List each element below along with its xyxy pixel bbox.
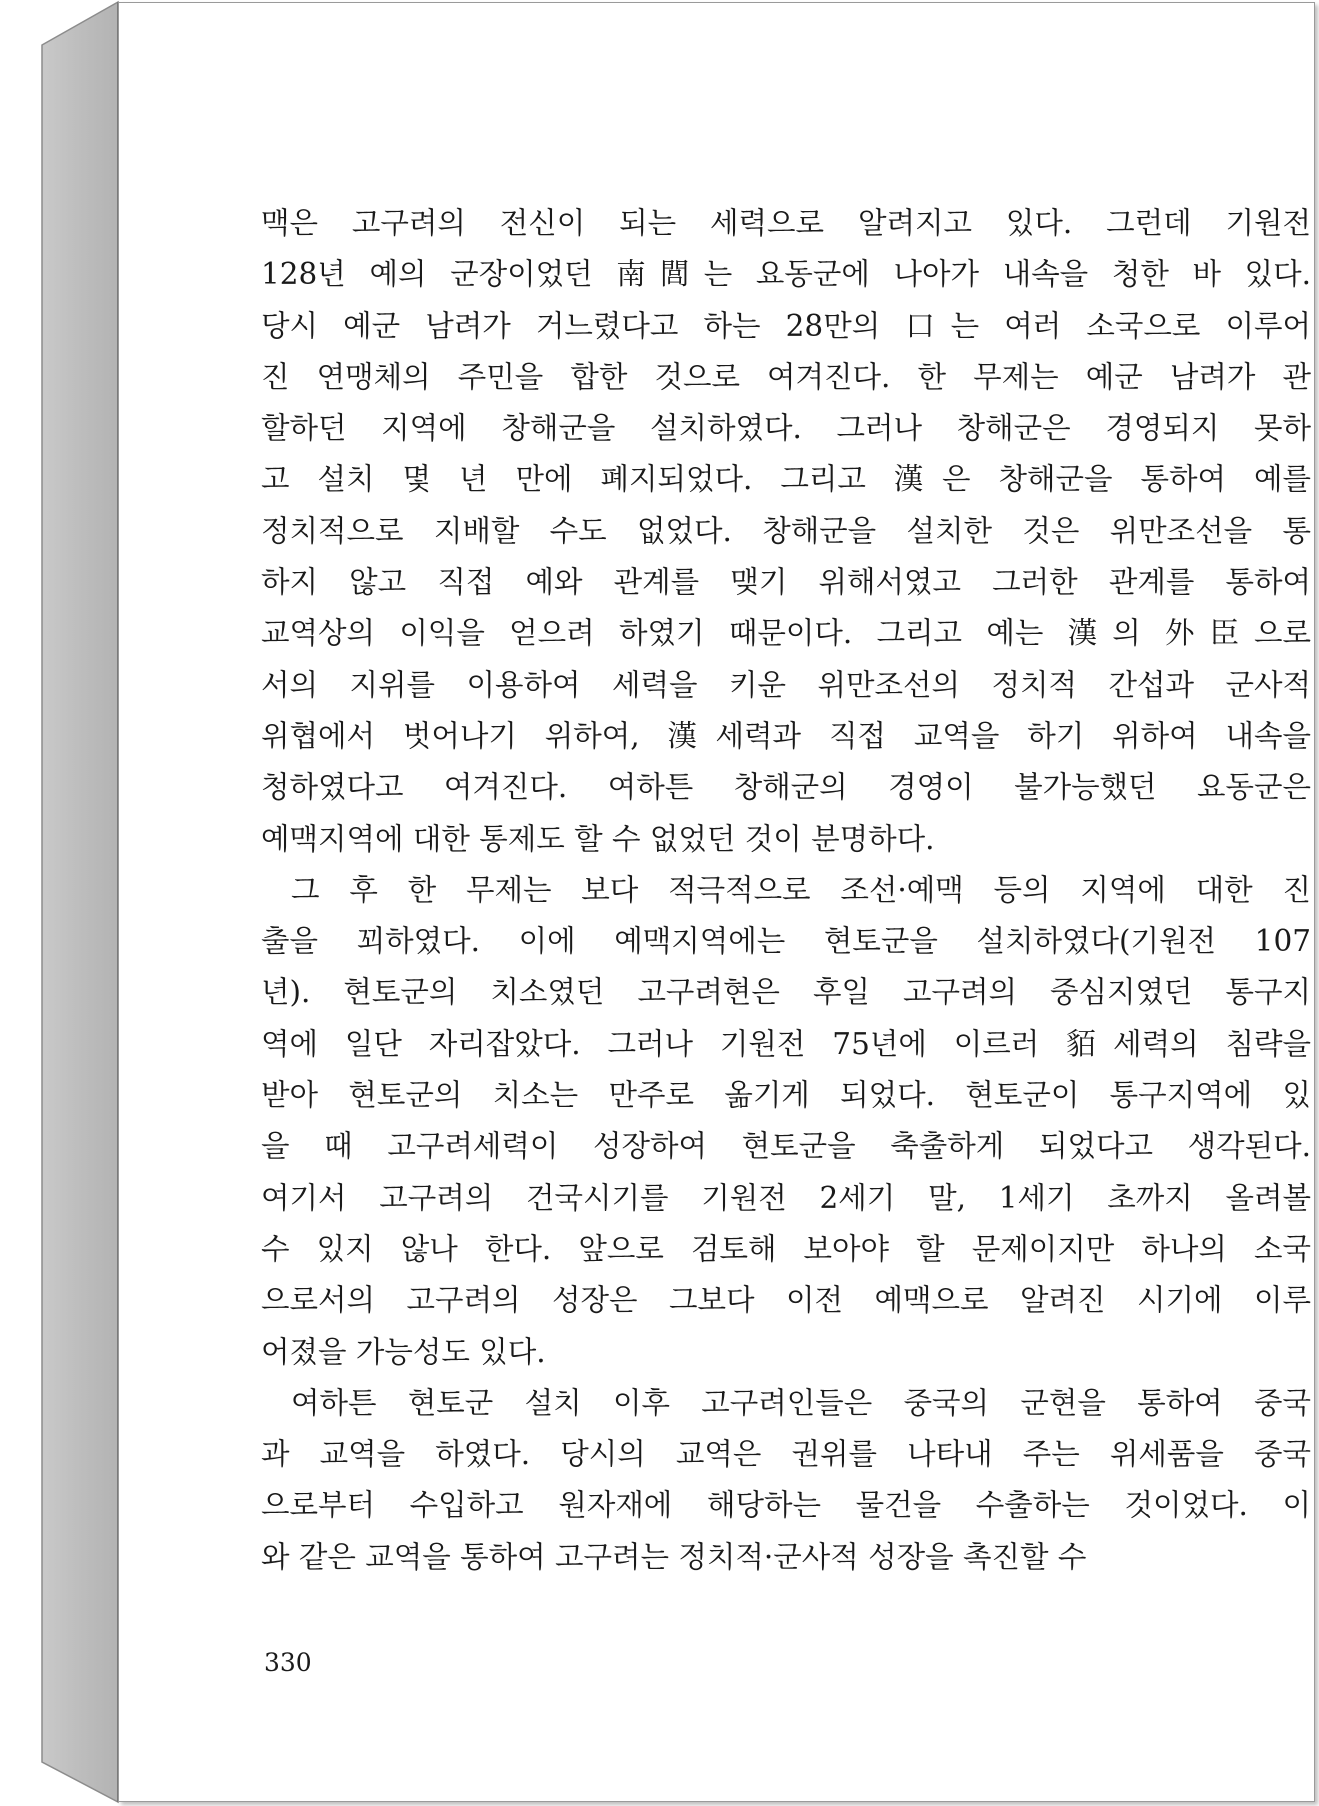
book-spine-shape [0,0,130,1806]
text-line: 그 후 한 무제는 보다 적극적으로 조선·예맥 등의 지역에 대한 진 [291,872,1311,907]
text-line: 할하던 지역에 창해군을 설치하였다. 그러나 창해군은 경영되지 못하 [261,411,1311,446]
text-line: 받아 현토군의 치소는 만주로 옮기게 되었다. 현토군이 통구지역에 있 [261,1078,1311,1113]
text-line: 고 설치 몇 년 만에 폐지되었다. 그리고 漢은 창해군을 통하여 예를 [261,462,1311,497]
body-text [261,198,1311,1583]
text-line: 을 때 고구려세력이 성장하여 현토군을 축출하게 되었다고 생각된다. [261,1129,1311,1164]
text-line: 하지 않고 직접 예와 관계를 맺기 위해서였고 그러한 관계를 통하여 [261,565,1311,600]
text-line: 예맥지역에 대한 통제도 할 수 없었던 것이 분명하다. [261,821,935,856]
book-spine [0,0,130,1806]
text-line: 맥은 고구려의 전신이 되는 세력으로 알려지고 있다. 그런데 기원전 [261,206,1311,240]
text-line: 수 있지 않나 한다. 앞으로 검토해 보아야 할 문제이지만 하나의 소국 [261,1231,1311,1266]
text-line: 과 교역을 하였다. 당시의 교역은 권위를 나타내 주는 위세품을 중국 [261,1437,1311,1472]
text-line: 여하튼 현토군 설치 이후 고구려인들은 중국의 군현을 통하여 중국 [291,1385,1311,1420]
paragraph [261,865,1311,1378]
text-line: 여기서 고구려의 건국시기를 기원전 2세기 말, 1세기 초까지 올려볼 [261,1180,1311,1215]
book-page [118,2,1315,1802]
text-line: 출을 꾀하였다. 이에 예맥지역에는 현토군을 설치하였다(기원전 107 [261,924,1311,959]
text-line: 교역상의 이익을 얻으려 하였기 때문이다. 그리고 예는 漢의 外臣으로 [261,616,1311,651]
text-line: 128년 예의 군장이었던 南閭는 요동군에 나아가 내속을 청한 바 있다. [261,257,1311,292]
text-line: 진 연맹체의 주민을 합한 것으로 여겨진다. 한 무제는 예군 남려가 관 [261,359,1311,394]
paragraph [261,198,1311,865]
text-line: 정치적으로 지배할 수도 없었다. 창해군을 설치한 것은 위만조선을 통 [261,513,1311,548]
paragraph [261,1378,1311,1583]
text-line: 년). 현토군의 치소였던 고구려현은 후일 고구려의 중심지였던 통구지 [261,975,1311,1010]
text-line: 으로부터 수입하고 원자재에 해당하는 물건을 수출하는 것이었다. 이 [261,1488,1311,1523]
text-line: 역에 일단 자리잡았다. 그러나 기원전 75년에 이르러 貊세력의 침략을 [261,1026,1311,1061]
text-line: 위협에서 벗어나기 위하여, 漢세력과 직접 교역을 하기 위하여 내속을 [261,718,1311,753]
text-line: 어졌을 가능성도 있다. [261,1334,546,1369]
page-number: 330 [264,1648,312,1677]
text-line: 서의 지위를 이용하여 세력을 키운 위만조선의 정치적 간섭과 군사적 [261,667,1311,702]
text-line: 당시 예군 남려가 거느렸다고 하는 28만의 口는 여러 소국으로 이루어 [261,308,1311,343]
text-line: 청하였다고 여겨진다. 여하튼 창해군의 경영이 불가능했던 요동군은 [261,770,1311,805]
text-line: 와 같은 교역을 통하여 고구려는 정치적·군사적 성장을 촉진할 수 [261,1539,1087,1574]
text-line: 으로서의 고구려의 성장은 그보다 이전 예맥으로 알려진 시기에 이루 [261,1283,1311,1318]
